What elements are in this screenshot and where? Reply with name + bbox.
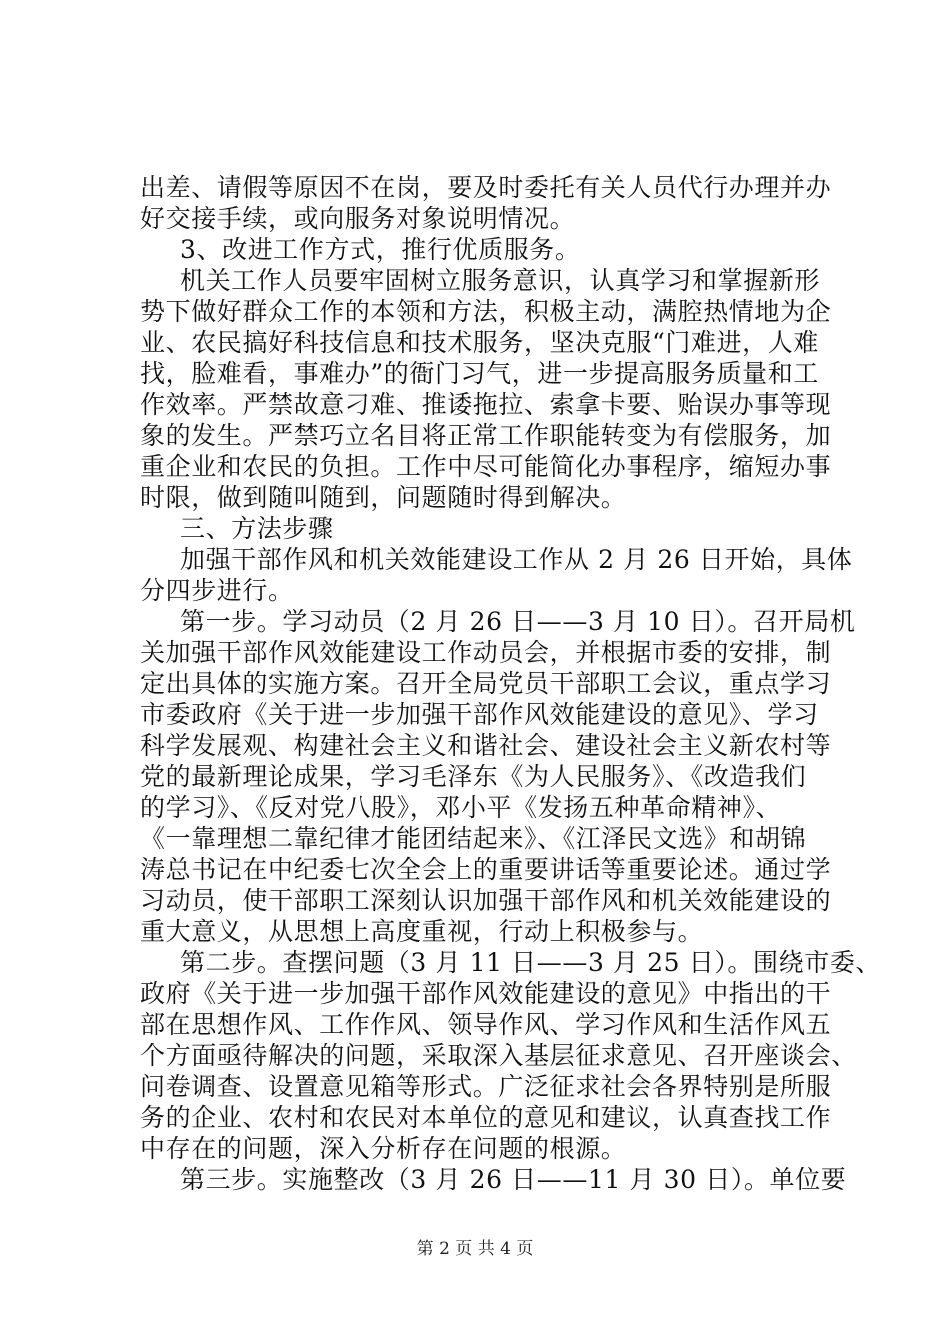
text-line: 的学习》、《反对党八股》，邓小平《发扬五种革命精神》、 [140, 793, 782, 822]
text-line: 时限，做到随叫随到，问题随时得到解决。 [140, 483, 627, 512]
text-line: 问卷调查、设置意见箱等形式。广泛征求社会各界特别是所服 [140, 1072, 832, 1101]
text-line: 市委政府《关于进一步加强干部作风效能建设的意见》、学习 [140, 700, 819, 729]
text-line: 个方面亟待解决的问题，采取深入基层征求意见、召开座谈会、 [140, 1041, 857, 1070]
text-line: 科学发展观、构建社会主义和谐社会、建设社会主义新农村等 [140, 731, 832, 760]
section-heading: 三、方法步骤 [180, 514, 334, 543]
page-number-footer: 第 2 页 共 4 页 [416, 1239, 534, 1259]
text-line: 分四步进行。 [140, 576, 294, 605]
text-line: 务的企业、农村和农民对本单位的意见和建议，认真查找工作 [140, 1103, 832, 1132]
text-line: 好交接手续，或向服务对象说明情况。 [140, 204, 576, 233]
text-line: 关加强干部作风效能建设工作动员会，并根据市委的安排，制 [140, 638, 832, 667]
document-body [140, 172, 882, 1195]
text-line: 找，脸难看，事难办”的衙门习气，进一步提高服务质量和工 [140, 359, 819, 388]
text-line: 第二步。查摆问题（3 月 11 日——3 月 25 日）。围绕市委、 [180, 948, 882, 977]
text-line: 势下做好群众工作的本领和方法，积极主动，满腔热情地为企 [140, 297, 832, 326]
text-line: 业、农民搞好科技信息和技术服务，坚决克服“门难进，人难 [140, 328, 819, 357]
text-line: 重企业和农民的负担。工作中尽可能简化办事程序，缩短办事 [140, 452, 832, 481]
text-line: 第三步。实施整改（3 月 26 日——11 月 30 日）。单位要 [180, 1165, 847, 1194]
section-heading: 3、改进工作方式，推行优质服务。 [180, 235, 581, 264]
text-line: 第一步。学习动员（2 月 26 日——3 月 10 日）。召开局机 [180, 607, 856, 636]
text-line: 党的最新理论成果，学习毛泽东《为人民服务》、《改造我们 [140, 762, 807, 791]
text-line: 加强干部作风和机关效能建设工作从 2 月 26 日开始，具体 [180, 545, 853, 574]
text-line: 作效率。严禁故意刁难、推诿拖拉、索拿卡要、贻误办事等现 [140, 390, 832, 419]
text-line: 《一靠理想二靠纪律才能团结起来》、《江泽民文选》和胡锦 [140, 824, 807, 853]
text-line: 习动员，使干部职工深刻认识加强干部作风和机关效能建设的 [140, 886, 832, 915]
text-line: 出差、请假等原因不在岗，要及时委托有关人员代行办理并办 [140, 173, 832, 202]
text-line: 象的发生。严禁巧立名目将正常工作职能转变为有偿服务，加 [140, 421, 832, 450]
text-line: 机关工作人员要牢固树立服务意识，认真学习和掌握新形 [180, 266, 821, 295]
text-line: 涛总书记在中纪委七次全会上的重要讲话等重要论述。通过学 [140, 855, 832, 884]
text-line: 重大意义，从思想上高度重视，行动上积极参与。 [140, 917, 704, 946]
text-line: 定出具体的实施方案。召开全局党员干部职工会议，重点学习 [140, 669, 832, 698]
text-line: 中存在的问题，深入分析存在问题的根源。 [140, 1134, 627, 1163]
text-line: 政府《关于进一步加强干部作风效能建设的意见》中指出的干 [140, 979, 832, 1008]
text-line: 部在思想作风、工作作风、领导作风、学习作风和生活作风五 [140, 1010, 832, 1039]
